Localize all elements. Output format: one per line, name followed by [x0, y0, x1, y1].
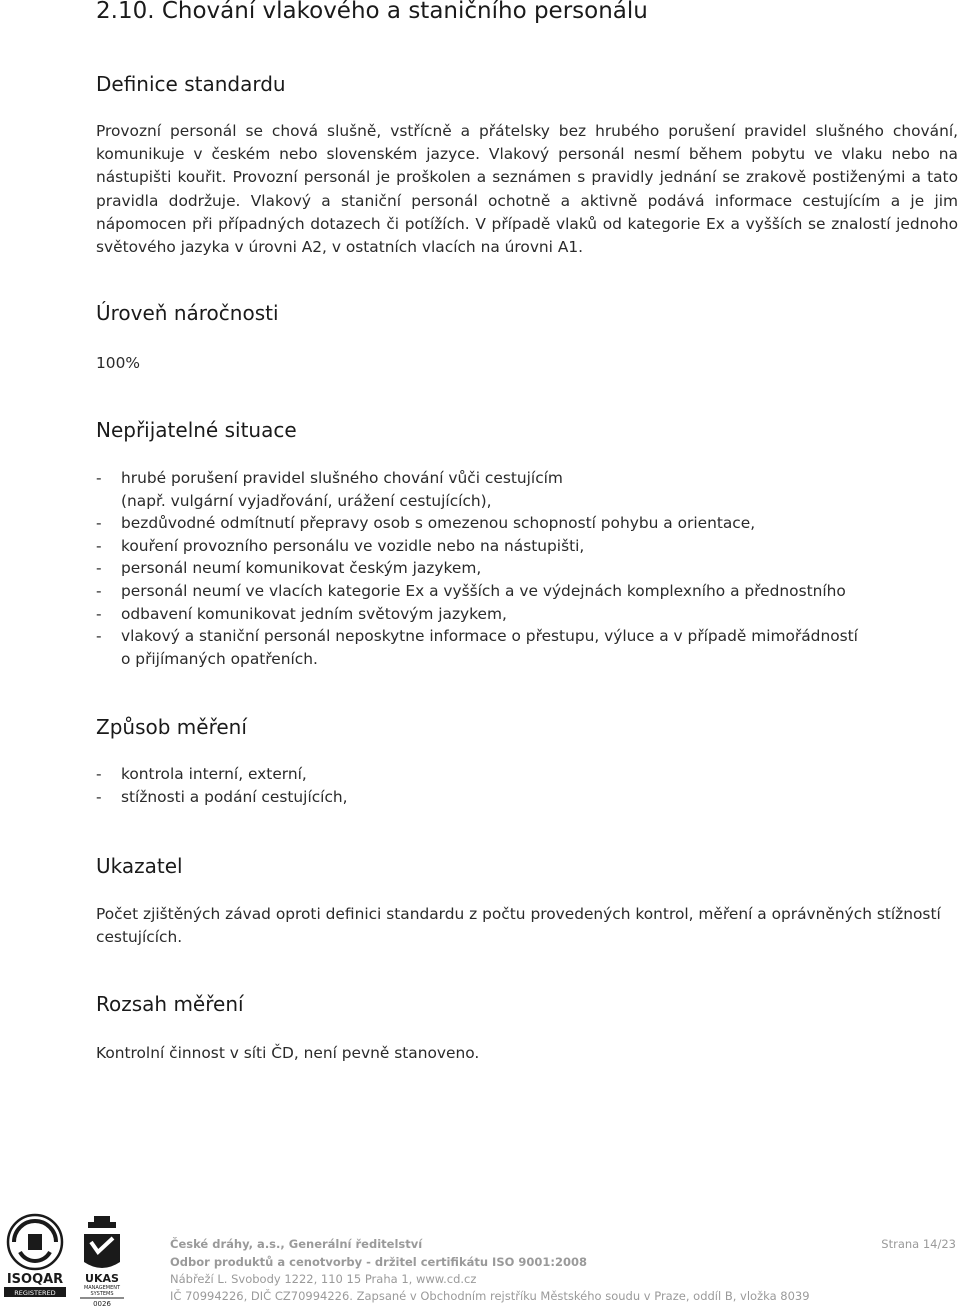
dash-bullet: - — [96, 514, 102, 533]
footer-registration: IČ 70994226, DIČ CZ70994226. Zapsané v Obchodním rejstříku Městského soudu v Praze, oddíl B, vložka 8039 — [170, 1289, 810, 1303]
dash-bullet: - — [96, 581, 102, 600]
list-item-text: bezdůvodné odmítnutí přepravy osob s omezenou schopností pohybu a orientace, — [121, 514, 756, 533]
list-item — [96, 467, 958, 512]
dash-bullet: - — [96, 559, 102, 578]
list-item — [96, 763, 958, 786]
definice-text — [96, 120, 958, 259]
footer-company: České dráhy, a.s., Generální ředitelství — [170, 1237, 423, 1251]
list-item — [96, 625, 958, 670]
isoqar-logo — [0, 1212, 70, 1298]
page-footer — [0, 1208, 960, 1307]
list-item-text: kouření provozního personálu ve vozidle nebo na nástupišti, — [121, 536, 585, 555]
rozsah-text: Kontrolní činnost v síti ČD, není pevně stanoveno. — [96, 1044, 480, 1062]
isoqar-sub: REGISTERED — [14, 1289, 56, 1297]
dash-bullet: - — [96, 604, 102, 623]
list-item-text: hrubé porušení pravidel slušného chování vůči cestujícím — [121, 469, 563, 487]
dash-bullet: - — [96, 469, 102, 487]
list-item-text: vlakový a staniční personál neposkytne informace o přestupu, výluce a v případě mimořádností — [121, 627, 858, 646]
list-item-text-cont: (např. vulgární vyjadřování, urážení cestujících), — [121, 491, 492, 510]
dash-bullet: - — [96, 787, 102, 806]
uroven-value: 100% — [96, 354, 141, 372]
list-item-text: personál neumí komunikovat českým jazykem, — [121, 559, 482, 578]
zpusob-list — [96, 763, 958, 808]
list-item-text: odbavení komunikovat jedním světovým jazykem, — [121, 604, 507, 623]
dash-bullet: - — [96, 536, 102, 555]
uroven-heading: Úroveň náročnosti — [96, 301, 279, 325]
list-item-text: personál neumí ve vlacích kategorie Ex a vyšších a ve výdejnách komplexního a přednostního — [121, 581, 846, 600]
list-item — [96, 512, 958, 535]
page-title: 2.10. Chování vlakového a staničního personálu — [96, 0, 648, 24]
rozsah-heading: Rozsah měření — [96, 992, 244, 1016]
ukazatel-text: Počet zjištěných závad oproti definici standardu z počtu provedených kontrol, měření a oprávněných stížností cestujících. — [96, 905, 941, 947]
dash-bullet: - — [96, 765, 102, 783]
list-item — [96, 580, 958, 603]
page-number: Strana 14/23 — [881, 1237, 956, 1251]
ukas-logo — [76, 1212, 128, 1308]
definice-heading: Definice standardu — [96, 72, 286, 96]
zpusob-heading: Způsob měření — [96, 715, 247, 739]
nepřijatelne-list — [96, 467, 958, 670]
definice-paragraph: Provozní personál se chová slušně, vstřícně a přátelsky bez hrubého porušení pravidel slušného chování, komunikuje v českém nebo slovenském jazyce. Vlakový personál nesmí během pobytu ve vlaku nebo na nástupišti kouřit. Provozní personál je proškolen a seznámen s pravidly jednání se zrakově postiženými a tato pravidla dodržuje. Vlakový a staniční personál ochotně a aktivně podává informace cestujícím a je jim nápomocen při případných dotazech či potížích. V případě vlaků od kategorie Ex a vyšších se znalostí jednoho světového jazyka v úrovni A2, v ostatních vlacích na úrovni A1. — [96, 122, 958, 257]
isoqar-label: ISOQAR — [6, 1272, 64, 1287]
list-item — [96, 786, 958, 809]
list-item-text: stížnosti a podání cestujících, — [121, 787, 348, 806]
ukas-number: 0026 — [93, 1300, 111, 1308]
nepřijatelne-heading: Nepřijatelné situace — [96, 418, 297, 442]
list-item-text: kontrola interní, externí, — [121, 765, 307, 783]
dash-bullet: - — [96, 627, 102, 646]
footer-address: Nábřeží L. Svobody 1222, 110 15 Praha 1, www.cd.cz — [170, 1272, 477, 1286]
ukazatel-heading: Ukazatel — [96, 854, 183, 878]
ukas-label: UKAS — [85, 1272, 119, 1285]
ukas-sub1: MANAGEMENT — [83, 1285, 121, 1291]
footer-department: Odbor produktů a cenotvorby - držitel certifikátu ISO 9001:2008 — [170, 1255, 587, 1269]
list-item — [96, 535, 958, 558]
list-item — [96, 557, 958, 580]
list-item-text-cont: o přijímaných opatřeních. — [121, 649, 318, 668]
ukas-sub2: SYSTEMS — [90, 1291, 114, 1297]
list-item — [96, 603, 958, 626]
